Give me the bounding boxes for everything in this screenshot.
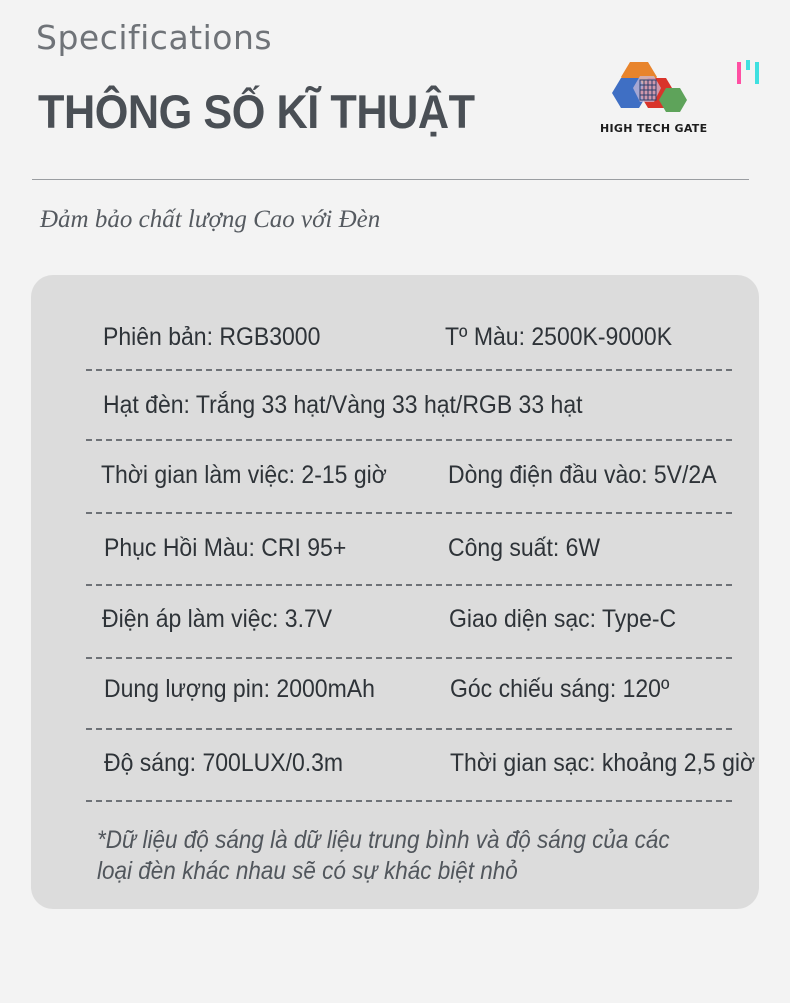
row-divider [86,439,732,441]
spec-left: Dung lượng pin: 2000mAh [104,675,375,703]
spec-panel [31,275,759,909]
spec-row [31,391,759,431]
spec-left: Hạt đèn: Trắng 33 hạt/Vàng 33 hạt/RGB 33 hạt [103,391,583,419]
spec-right: Thời gian sạc: khoảng 2,5 giờ [450,749,756,777]
subtitle-english: Specifications [36,18,273,57]
spec-row [31,534,759,574]
spec-row [31,749,759,789]
footnote-line: loại đèn khác nhau sẽ có sự khác biệt nhỏ [97,857,518,885]
spec-row [31,675,759,715]
spec-right: Góc chiếu sáng: 120º [450,675,670,703]
spec-left: Phiên bản: RGB3000 [103,323,321,351]
row-divider [86,657,732,659]
footnote-line: *Dữ liệu độ sáng là dữ liệu trung bình và độ sáng của các [97,826,670,854]
spec-row [31,323,759,363]
row-divider [86,800,732,802]
spec-right: Dòng điện đầu vào: 5V/2A [448,461,717,489]
footnote [97,825,670,887]
spec-left: Phục Hồi Màu: CRI 95+ [104,534,347,562]
spec-left: Điện áp làm việc: 3.7V [102,605,333,633]
row-divider [86,728,732,730]
row-divider [86,584,732,586]
tagline: Đảm bảo chất lượng Cao với Đèn [40,206,381,233]
spec-right: Tº Màu: 2500K-9000K [445,323,673,351]
logo-text: HIGH TECH GATE [600,122,708,135]
spec-left: Thời gian làm việc: 2-15 giờ [101,461,387,489]
spec-right: Giao diện sạc: Type-C [449,605,677,633]
row-divider [86,512,732,514]
row-divider [86,369,732,371]
header-divider [32,179,749,180]
brand-mark-icon [734,58,764,90]
page-title: THÔNG SỐ KĨ THUẬT [38,85,475,138]
spec-row [31,461,759,501]
spec-row [31,605,759,645]
spec-left: Độ sáng: 700LUX/0.3m [104,749,344,777]
spec-right: Công suất: 6W [448,534,601,562]
